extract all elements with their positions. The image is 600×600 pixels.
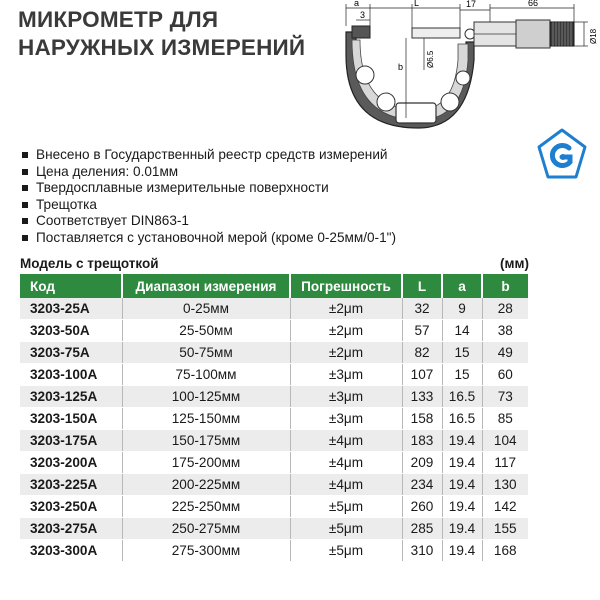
table-row xyxy=(20,496,528,518)
cell-b: 49 xyxy=(482,342,528,364)
cell-L: 82 xyxy=(402,342,442,364)
cell-a: 19.4 xyxy=(442,540,482,562)
cell-accuracy: ±5μm xyxy=(290,540,402,562)
feature-item: Внесено в Государственный реестр средств измерений xyxy=(22,147,396,164)
cell-L: 260 xyxy=(402,496,442,518)
dim-L-label: L xyxy=(414,0,420,8)
cell-accuracy: ±2μm xyxy=(290,320,402,342)
table-row xyxy=(20,430,528,452)
table-row xyxy=(20,364,528,386)
cell-b: 28 xyxy=(482,298,528,320)
table-row xyxy=(20,474,528,496)
title-line-2: НАРУЖНЫХ ИЗМЕРЕНИЙ xyxy=(18,35,306,60)
cell-range: 225-250мм xyxy=(122,496,290,518)
cell-L: 32 xyxy=(402,298,442,320)
spec-table xyxy=(20,274,528,562)
cell-b: 168 xyxy=(482,540,528,562)
cell-b: 117 xyxy=(482,452,528,474)
cell-L: 310 xyxy=(402,540,442,562)
cell-a: 19.4 xyxy=(442,452,482,474)
cell-a: 14 xyxy=(442,320,482,342)
cell-b: 73 xyxy=(482,386,528,408)
cell-code: 3203-225A xyxy=(20,474,122,496)
page-title xyxy=(18,6,348,62)
frame-hole xyxy=(441,93,459,111)
table-row xyxy=(20,342,528,364)
cell-accuracy: ±3μm xyxy=(290,364,402,386)
header-range: Диапазон измерения xyxy=(122,274,290,298)
certification-icon xyxy=(536,127,588,183)
cell-range: 200-225мм xyxy=(122,474,290,496)
table-header-row xyxy=(20,274,528,298)
cell-b: 130 xyxy=(482,474,528,496)
micrometer-drawing xyxy=(338,0,600,140)
feature-item: Твердосплавные измерительные поверхности xyxy=(22,180,396,197)
cell-accuracy: ±2μm xyxy=(290,342,402,364)
cell-range: 275-300мм xyxy=(122,540,290,562)
header-a: a xyxy=(442,274,482,298)
cell-L: 57 xyxy=(402,320,442,342)
cell-a: 9 xyxy=(442,298,482,320)
table-row xyxy=(20,298,528,320)
bullet-icon xyxy=(22,218,28,224)
cell-a: 16.5 xyxy=(442,386,482,408)
cell-L: 133 xyxy=(402,386,442,408)
cell-code: 3203-50A xyxy=(20,320,122,342)
cell-L: 285 xyxy=(402,518,442,540)
header-L: L xyxy=(402,274,442,298)
cell-a: 16.5 xyxy=(442,408,482,430)
cell-accuracy: ±4μm xyxy=(290,430,402,452)
dim-d18-label: Ø18 xyxy=(589,28,598,44)
table-row xyxy=(20,518,528,540)
dim-66-label: 66 xyxy=(528,0,539,8)
bullet-icon xyxy=(22,169,28,175)
cell-range: 125-150мм xyxy=(122,408,290,430)
frame-nameplate xyxy=(396,103,436,123)
cell-b: 142 xyxy=(482,496,528,518)
bullet-icon xyxy=(22,235,28,241)
cell-code: 3203-100A xyxy=(20,364,122,386)
cell-a: 15 xyxy=(442,342,482,364)
dim-3-label: 3 xyxy=(360,10,366,20)
feature-list xyxy=(22,147,396,247)
cell-a: 15 xyxy=(442,364,482,386)
cell-code: 3203-75A xyxy=(20,342,122,364)
cell-accuracy: ±4μm xyxy=(290,452,402,474)
cell-accuracy: ±5μm xyxy=(290,496,402,518)
feature-item: Трещотка xyxy=(22,197,396,214)
cell-range: 0-25мм xyxy=(122,298,290,320)
table-body xyxy=(20,298,528,562)
header-accuracy: Погрешность xyxy=(290,274,402,298)
title-line-1: МИКРОМЕТР ДЛЯ xyxy=(18,7,219,32)
header-b: b xyxy=(482,274,528,298)
dim-d65-label: Ø6.5 xyxy=(426,50,435,68)
dim-17-label: 17 xyxy=(466,0,477,9)
cell-range: 25-50мм xyxy=(122,320,290,342)
cell-b: 104 xyxy=(482,430,528,452)
cell-code: 3203-250A xyxy=(20,496,122,518)
cell-code: 3203-25A xyxy=(20,298,122,320)
cell-code: 3203-150A xyxy=(20,408,122,430)
header-code: Код xyxy=(20,274,122,298)
cell-a: 19.4 xyxy=(442,430,482,452)
cell-range: 250-275мм xyxy=(122,518,290,540)
dim-a-label: a xyxy=(354,0,360,8)
cell-L: 209 xyxy=(402,452,442,474)
cell-b: 155 xyxy=(482,518,528,540)
bullet-icon xyxy=(22,202,28,208)
feature-item: Цена деления: 0.01мм xyxy=(22,164,396,181)
feature-item: Соответствует DIN863-1 xyxy=(22,213,396,230)
table-row xyxy=(20,452,528,474)
cell-a: 19.4 xyxy=(442,518,482,540)
cell-b: 60 xyxy=(482,364,528,386)
cell-a: 19.4 xyxy=(442,474,482,496)
table-row xyxy=(20,540,528,562)
cell-code: 3203-200A xyxy=(20,452,122,474)
cell-range: 75-100мм xyxy=(122,364,290,386)
cell-code: 3203-300A xyxy=(20,540,122,562)
table-caption: Модель с трещоткой xyxy=(20,256,159,271)
bullet-icon xyxy=(22,152,28,158)
cell-accuracy: ±3μm xyxy=(290,386,402,408)
cell-accuracy: ±4μm xyxy=(290,474,402,496)
cell-code: 3203-275A xyxy=(20,518,122,540)
cell-L: 183 xyxy=(402,430,442,452)
units-label: (мм) xyxy=(500,256,529,271)
dim-b-label: b xyxy=(398,62,404,72)
frame-hole xyxy=(356,66,374,84)
cell-L: 234 xyxy=(402,474,442,496)
cell-L: 158 xyxy=(402,408,442,430)
cell-accuracy: ±3μm xyxy=(290,408,402,430)
cell-b: 38 xyxy=(482,320,528,342)
cell-L: 107 xyxy=(402,364,442,386)
bullet-icon xyxy=(22,185,28,191)
cell-code: 3203-175A xyxy=(20,430,122,452)
cell-code: 3203-125A xyxy=(20,386,122,408)
cell-range: 175-200мм xyxy=(122,452,290,474)
spindle xyxy=(412,28,460,38)
table-row xyxy=(20,386,528,408)
thimble xyxy=(516,20,550,48)
table-row xyxy=(20,408,528,430)
cell-range: 50-75мм xyxy=(122,342,290,364)
feature-item: Поставляется с установочной мерой (кроме 0-25мм/0-1") xyxy=(22,230,396,247)
cell-b: 85 xyxy=(482,408,528,430)
frame-hole xyxy=(377,93,395,111)
cell-range: 100-125мм xyxy=(122,386,290,408)
frame-hole xyxy=(456,71,470,85)
cell-a: 19.4 xyxy=(442,496,482,518)
table-row xyxy=(20,320,528,342)
cell-accuracy: ±2μm xyxy=(290,298,402,320)
cell-accuracy: ±5μm xyxy=(290,518,402,540)
anvil xyxy=(352,26,370,38)
cell-range: 150-175мм xyxy=(122,430,290,452)
